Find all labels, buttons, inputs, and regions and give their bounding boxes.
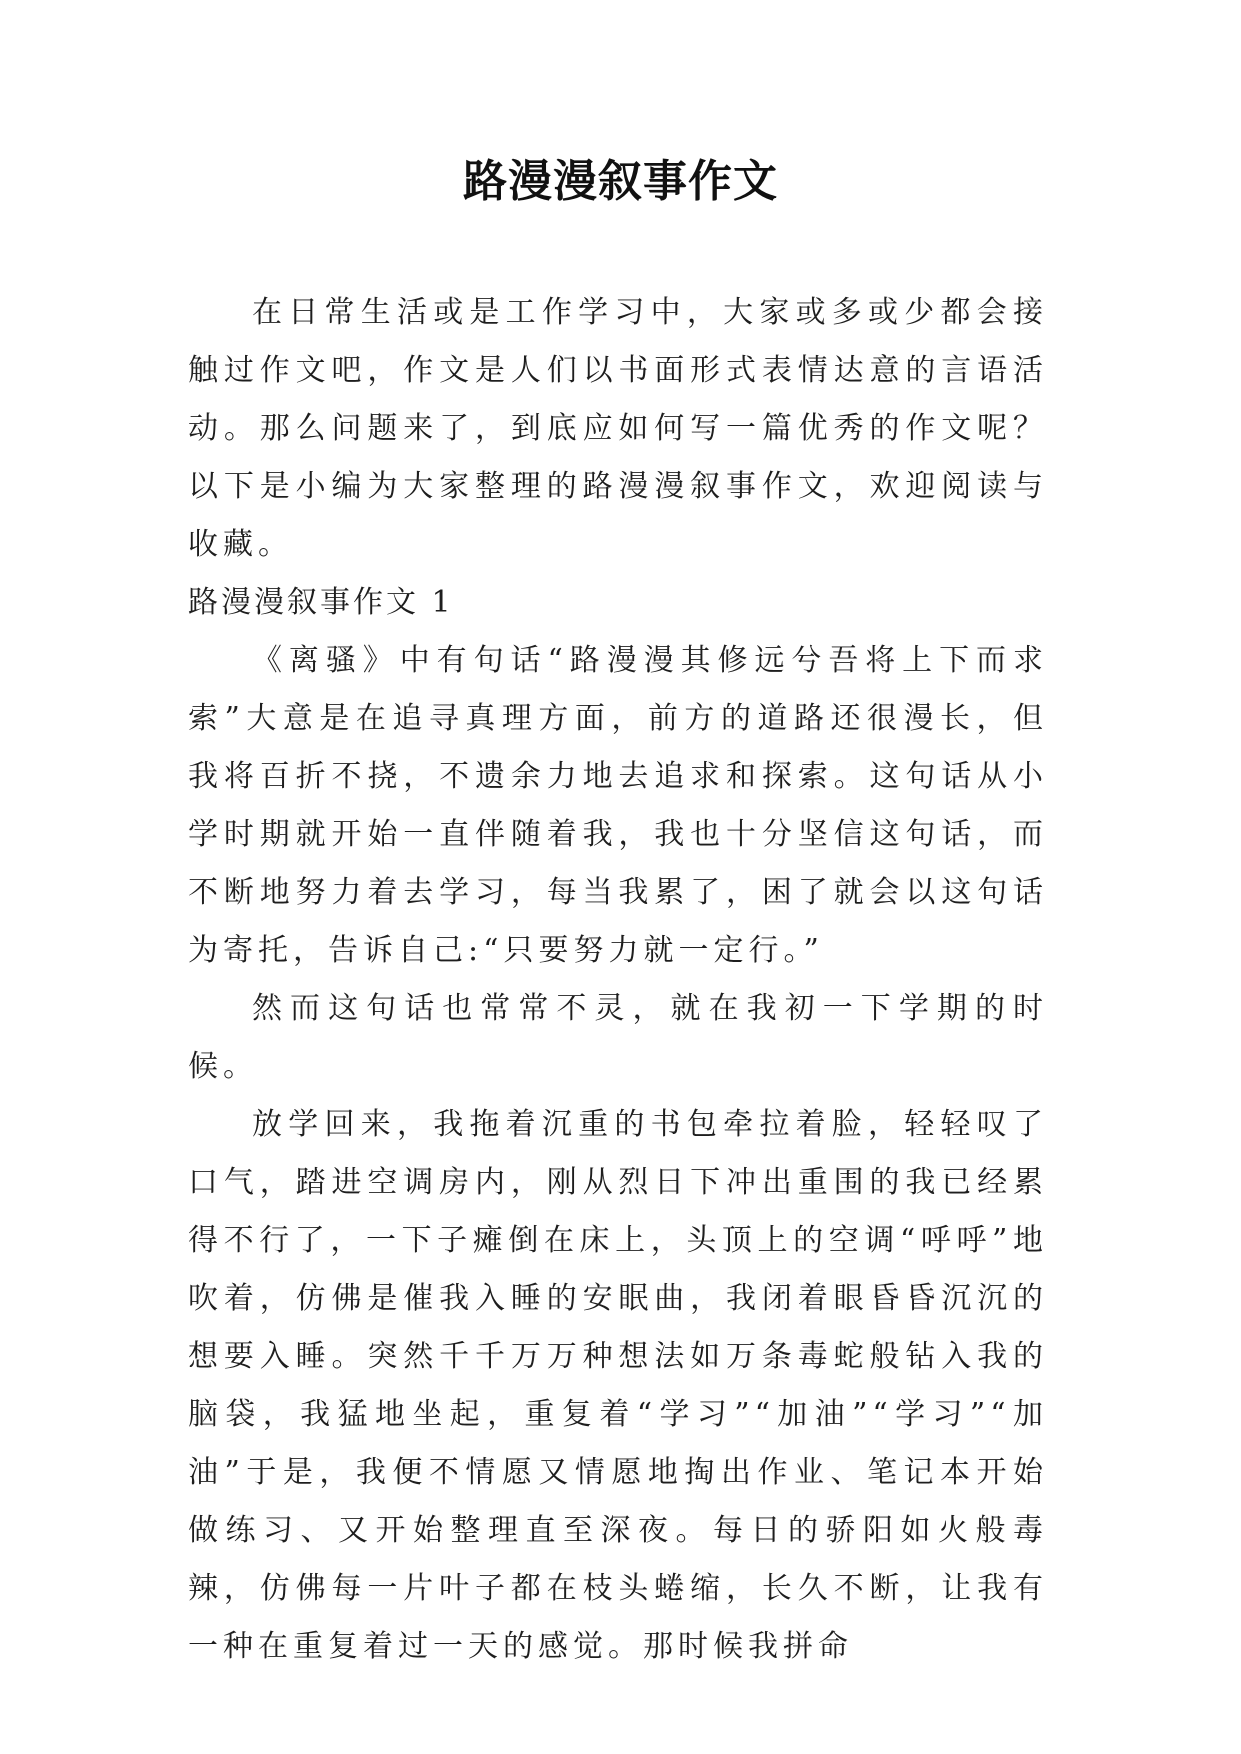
intro-block bbox=[188, 284, 1048, 574]
essay-paragraph: 放学回来，我拖着沉重的书包牵拉着脸，轻轻叹了口气，踏进空调房内，刚从烈日下冲出重围的我已经累得不行了，一下子瘫倒在床上，头顶上的空调“呼呼”地吹着，仿佛是催我入睡的安眠曲，我闭着眼昏昏沉沉的想要入睡。突然千千万万种想法如万条毒蛇般钻入我的脑袋，我猛地坐起，重复着“学习”“加油”“学习”“加油”于是，我便不情愿又情愿地掏出作业、笔记本开始做练习、又开始整理直至深夜。每日的骄阳如火般毒辣，仿佛每一片叶子都在枝头蜷缩，长久不断，让我有一种在重复着过一天的感觉。那时候我拼命 bbox=[188, 1107, 1048, 1664]
essay-paragraph: 然而这句话也常常不灵，就在我初一下学期的时候。 bbox=[188, 991, 1048, 1084]
essay-block bbox=[188, 574, 1048, 1676]
section-heading: 路漫漫叙事作文 1 bbox=[188, 585, 454, 620]
intro-paragraph: 在日常生活或是工作学习中，大家或多或少都会接触过作文吧，作文是人们以书面形式表情达意的言语活动。那么问题来了，到底应如何写一篇优秀的作文呢？以下是小编为大家整理的路漫漫叙事作文，欢迎阅读与收藏。 bbox=[188, 295, 1048, 562]
essay-paragraph: 《离骚》中有句话“路漫漫其修远兮吾将上下而求索”大意是在追寻真理方面，前方的道路还很漫长，但我将百折不挠，不遗余力地去追求和探索。这句话从小学时期就开始一直伴随着我，我也十分坚信这句话，而不断地努力着去学习，每当我累了，困了就会以这句话为寄托，告诉自己:“只要努力就一定行。” bbox=[188, 643, 1048, 968]
document-title: 路漫漫叙事作文 bbox=[463, 156, 778, 207]
